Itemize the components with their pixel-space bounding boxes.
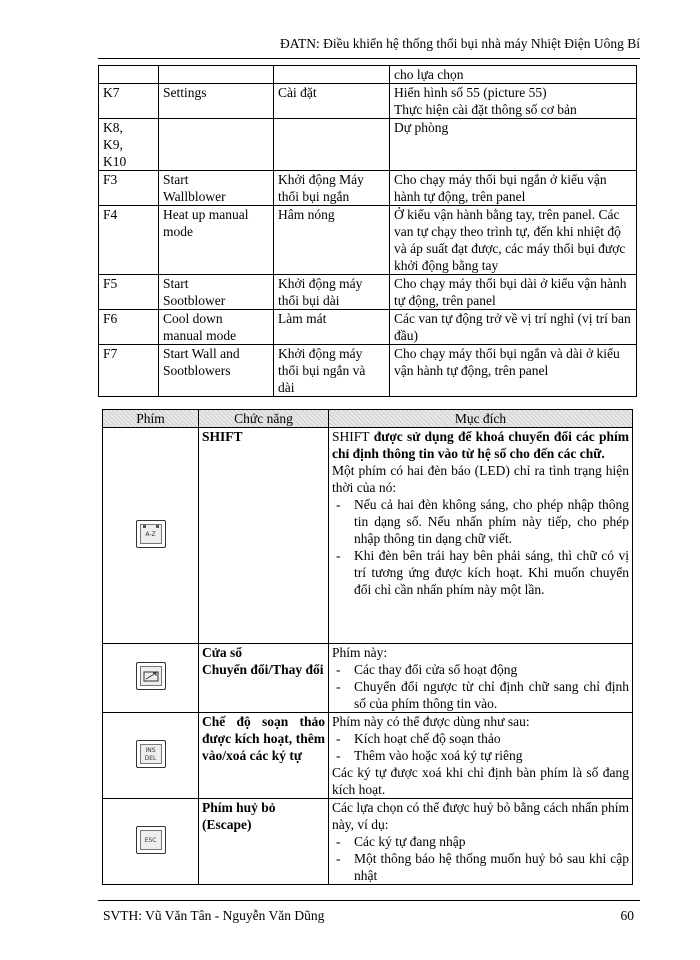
table-row	[99, 310, 637, 345]
escape-key-icon: ESC	[136, 826, 166, 854]
page-number: 60	[620, 908, 634, 923]
description-cell: Dự phòng	[390, 119, 637, 171]
name-cell: Start Sootblower	[159, 275, 274, 310]
ins-del-key-icon: INS DEL	[136, 740, 166, 768]
list-item: - Các thay đổi cửa sổ hoạt động	[336, 662, 518, 677]
footer-authors: SVTH: Vũ Văn Tân - Nguyễn Văn Dũng	[103, 908, 325, 923]
name-cell	[159, 119, 274, 171]
description-cell: Các van tự động trở về vị trí nghỉ (vị trí ban đầu)	[390, 310, 637, 345]
key-cell	[99, 66, 159, 84]
description-cell: Ở kiểu vận hành bằng tay, trên panel. Các van tự chạy theo trình tự, đến khi nhiệt độ và áp suất đạt được, các máy thổi bụi được khởi động bằng tay	[390, 206, 637, 275]
window-switch-key-icon	[136, 662, 166, 690]
header-purpose: Mục đích	[329, 410, 633, 428]
list-item: - Thêm vào hoặc xoá ký tự riêng	[336, 748, 523, 763]
vietnamese-name-cell: Khởi động Máy thổi bụi ngắn	[274, 171, 390, 206]
function-keys-table	[98, 65, 637, 397]
header-function: Chức năng	[199, 410, 329, 428]
key-cell: F6	[99, 310, 159, 345]
description-cell: Cho chạy máy thổi bụi dài ở kiểu vận hành tự động, trên panel	[390, 275, 637, 310]
table-header-row	[103, 410, 633, 428]
purpose-cell: SHIFT được sử dụng để khoá chuyển đổi các phím chỉ định thông tin vào từ hệ số cho đến các chữ. Một phím có hai đèn báo (LED) chỉ ra tình trạng hiện thời của nó: - Nếu cả hai đèn không sáng, cho phép nhập thông tin dạng số. Nếu nhấn phím này tiếp, cho phép nhập thông tin dạng chữ viết. - Khi đèn bên trái hay bên phải sáng, thì chữ có vị trí tương ứng được kích hoạt. Khi muốn chuyển đổi chỉ cần nhấn phím này một lần.	[329, 428, 633, 644]
key-image-cell	[103, 799, 199, 885]
table-row	[99, 275, 637, 310]
key-image-cell	[103, 644, 199, 713]
list-item: - Các ký tự đang nhập	[336, 834, 466, 849]
table-row	[99, 84, 637, 119]
vietnamese-name-cell	[274, 66, 390, 84]
table-row	[103, 428, 633, 644]
name-cell: Heat up manual mode	[159, 206, 274, 275]
vietnamese-name-cell: Khởi động máy thổi bụi dài	[274, 275, 390, 310]
table-row	[99, 66, 637, 84]
name-cell	[159, 66, 274, 84]
key-image-cell	[103, 428, 199, 644]
name-cell: Cool down manual mode	[159, 310, 274, 345]
table-row	[103, 799, 633, 885]
name-cell: Start Wall and Sootblowers	[159, 345, 274, 397]
purpose-cell: Phím này có thể được dùng như sau: - Kích hoạt chế độ soạn thảo - Thêm vào hoặc xoá ký tự riêng Các ký tự được xoá khi chỉ định bàn phím là số đang kích hoạt.	[329, 713, 633, 799]
shift-key-icon: A-Z	[136, 520, 166, 548]
vietnamese-name-cell	[274, 119, 390, 171]
description-cell: cho lựa chọn	[390, 66, 637, 84]
table-row	[99, 119, 637, 171]
special-keys-table	[102, 409, 633, 885]
list-item: - Chuyển đổi ngược từ chỉ định chữ sang chỉ định số của phím thông tin vào.	[336, 679, 629, 711]
function-cell: Phím huỷ bỏ (Escape)	[199, 799, 329, 885]
footer-divider	[98, 900, 640, 901]
header-key: Phím	[103, 410, 199, 428]
key-image-cell	[103, 713, 199, 799]
function-cell: Chế độ soạn thảo được kích hoạt, thêm vào/xoá các ký tự	[199, 713, 329, 799]
key-cell: F3	[99, 171, 159, 206]
key-cell: K7	[99, 84, 159, 119]
key-cell: F4	[99, 206, 159, 275]
description-cell: Cho chạy máy thổi bụi ngắn và dài ở kiểu vận hành tự động, trên panel	[390, 345, 637, 397]
vietnamese-name-cell: Hâm nóng	[274, 206, 390, 275]
name-cell: Start Wallblower	[159, 171, 274, 206]
list-item: - Khi đèn bên trái hay bên phải sáng, thì chữ có vị trí tương ứng được kích hoạt. Khi muốn chuyển đổi chỉ cần nhấn phím này một lần.	[336, 548, 629, 597]
header-divider	[98, 58, 640, 59]
table-row	[99, 206, 637, 275]
function-cell: Cửa sổ Chuyển đổi/Thay đổi	[199, 644, 329, 713]
page-header: ĐATN: Điều khiển hệ thống thổi bụi nhà máy Nhiệt Điện Uông Bí	[280, 36, 640, 51]
table-row	[99, 345, 637, 397]
table-row	[103, 644, 633, 713]
list-item: - Một thông báo hệ thống muốn huỷ bỏ sau khi cập nhật	[336, 851, 629, 883]
description-cell: Cho chạy máy thổi bụi ngắn ở kiểu vận hành tự động, trên panel	[390, 171, 637, 206]
description-cell: Hiển hình số 55 (picture 55) Thực hiện cài đặt thông số cơ bản	[390, 84, 637, 119]
key-cell: K8, K9, K10	[99, 119, 159, 171]
table-row	[99, 171, 637, 206]
key-cell: F7	[99, 345, 159, 397]
vietnamese-name-cell: Làm mát	[274, 310, 390, 345]
function-cell: SHIFT	[199, 428, 329, 644]
vietnamese-name-cell: Cài đặt	[274, 84, 390, 119]
purpose-cell: Các lựa chọn có thể được huỷ bỏ bằng cách nhấn phím này, ví dụ: - Các ký tự đang nhập - Một thông báo hệ thống muốn huỷ bỏ sau khi cập nhật	[329, 799, 633, 885]
list-item: - Nếu cả hai đèn không sáng, cho phép nhập thông tin dạng số. Nếu nhấn phím này tiếp, cho phép nhập thông tin dạng chữ viết.	[336, 497, 629, 546]
list-item: - Kích hoạt chế độ soạn thảo	[336, 731, 501, 746]
vietnamese-name-cell: Khởi động máy thổi bụi ngắn và dài	[274, 345, 390, 397]
key-cell: F5	[99, 275, 159, 310]
purpose-cell: Phím này: - Các thay đổi cửa sổ hoạt động - Chuyển đổi ngược từ chỉ định chữ sang chỉ định số của phím thông tin vào.	[329, 644, 633, 713]
name-cell: Settings	[159, 84, 274, 119]
table-row	[103, 713, 633, 799]
